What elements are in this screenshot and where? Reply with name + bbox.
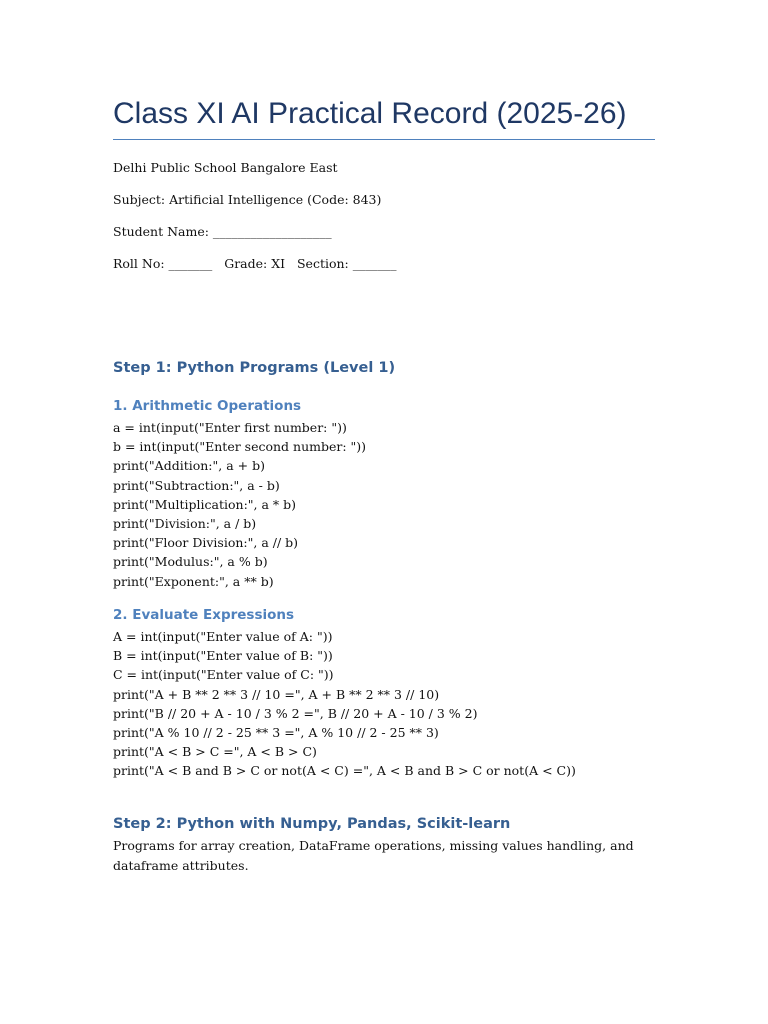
- code-line: print("Division:", a / b): [113, 515, 257, 531]
- subject-line: Subject: Artificial Intelligence (Code: 843): [113, 192, 382, 207]
- code-line: print("A + B ** 2 ** 3 // 10 =", A + B ** 2 ** 3 // 10): [113, 686, 440, 702]
- code-line: print("Addition:", a + b): [113, 458, 265, 474]
- step2-description: Programs for array creation, DataFrame operations, missing values handling, and dataframe attributes.: [113, 838, 634, 873]
- code-line: b = int(input("Enter second number: ")): [113, 439, 367, 455]
- code-line: print("A % 10 // 2 - 25 ** 3 =", A % 10 // 2 - 25 ** 3): [113, 724, 439, 740]
- code-line: print("A < B > C =", A < B > C): [113, 744, 317, 760]
- step1-heading: Step 1: Python Programs (Level 1): [113, 360, 396, 376]
- program2-heading: 2. Evaluate Expressions: [113, 607, 295, 623]
- code-line: print("Floor Division:", a // b): [113, 535, 299, 551]
- program1-code: [113, 418, 366, 591]
- document-title: Class XI AI Practical Record (2025-26): [113, 97, 627, 130]
- roll-grade-section-line: Roll No: _______ Grade: XI Section: _______: [113, 256, 397, 271]
- code-line: print("A < B and B > C or not(A < C) =", A < B and B > C or not(A < C)): [113, 763, 576, 779]
- code-line: A = int(input("Enter value of A: ")): [113, 629, 333, 644]
- code-line: print("Subtraction:", a - b): [113, 477, 280, 493]
- title-underline: [113, 139, 655, 140]
- code-line: print("Exponent:", a ** b): [113, 573, 274, 589]
- code-line: print("Modulus:", a % b): [113, 554, 268, 570]
- code-line: a = int(input("Enter first number: ")): [113, 420, 347, 435]
- school-name: Delhi Public School Bangalore East: [113, 160, 338, 175]
- program1-heading: 1. Arithmetic Operations: [113, 398, 302, 414]
- code-line: print("Multiplication:", a * b): [113, 496, 297, 512]
- program2-code: [113, 627, 576, 781]
- code-line: C = int(input("Enter value of C: ")): [113, 667, 334, 683]
- step2-heading: Step 2: Python with Numpy, Pandas, Scikit-learn: [113, 816, 511, 832]
- student-name-line: Student Name: ___________________: [113, 224, 332, 239]
- code-line: print("B // 20 + A - 10 / 3 % 2 =", B // 20 + A - 10 / 3 % 2): [113, 705, 478, 721]
- code-line: B = int(input("Enter value of B: ")): [113, 648, 333, 664]
